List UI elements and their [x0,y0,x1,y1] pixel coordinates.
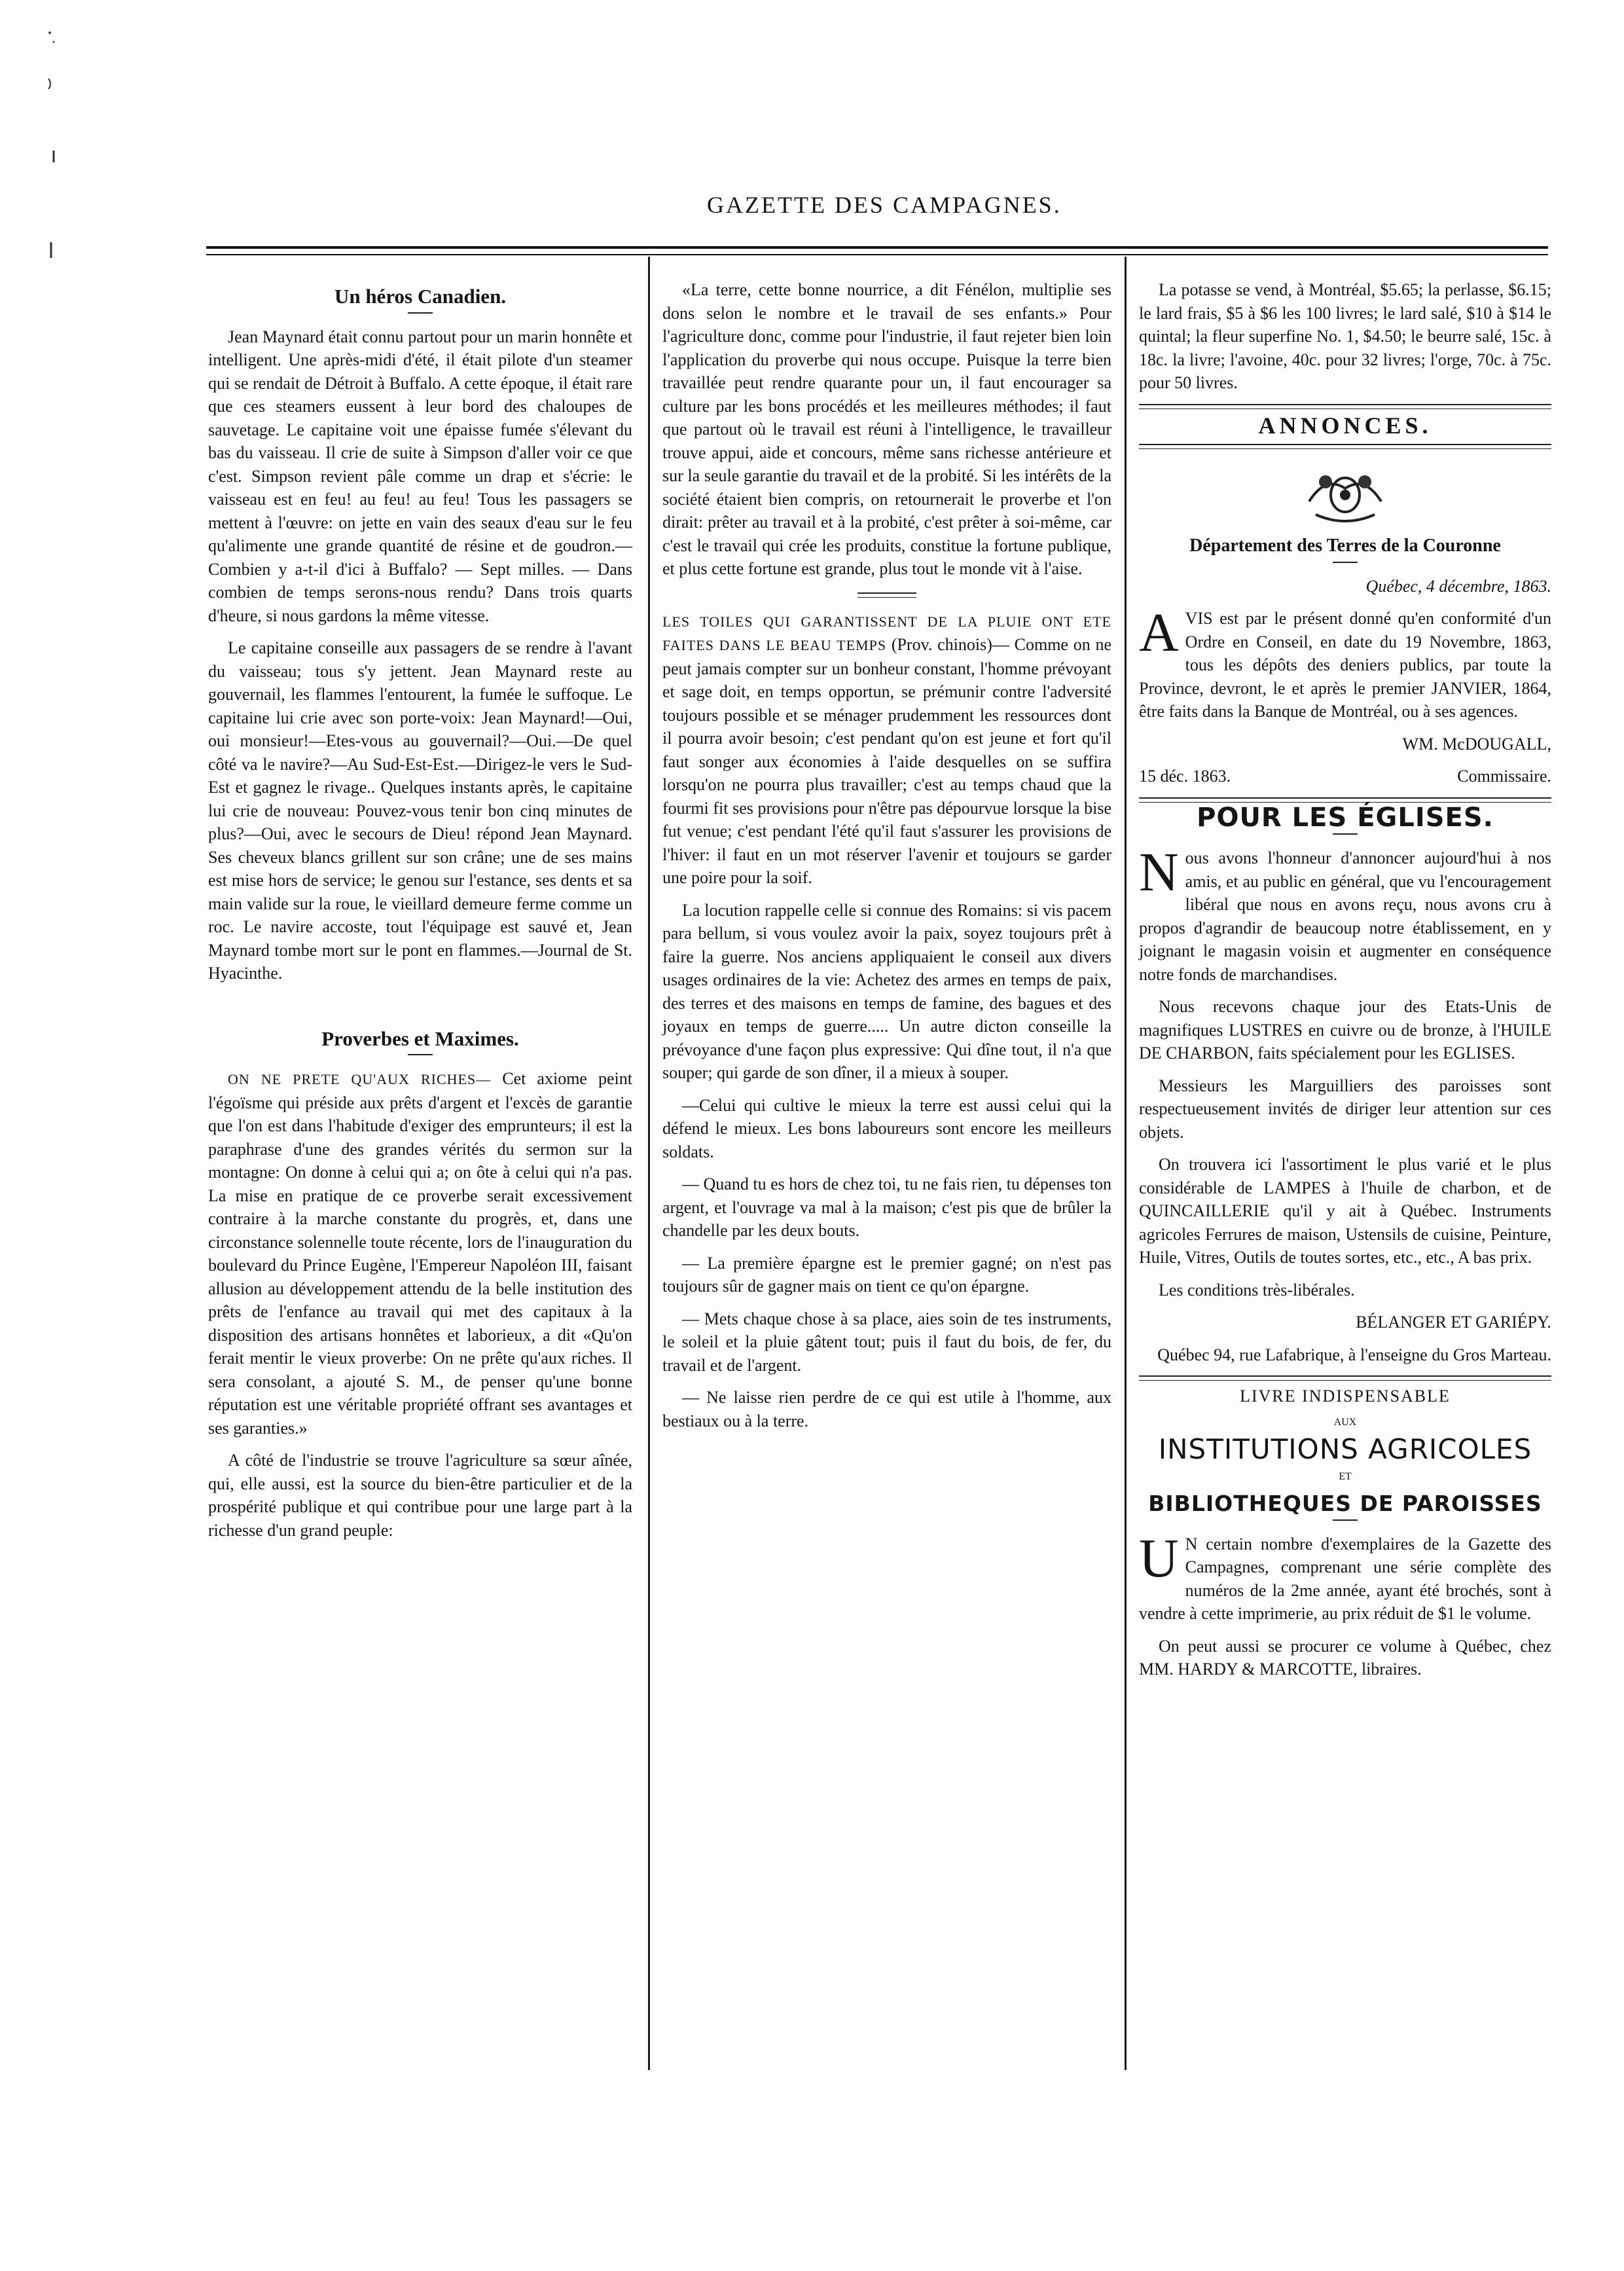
maxim-paragraph: —Celui qui cultive le mieux la terre est aussi celui qui la défend le mieux. Les bons laboureurs sont encore les meilleurs soldats. [662,1095,1111,1161]
dept-notice [1139,602,1551,723]
dept-sig-date: 15 déc. 1863. [1139,767,1231,786]
agriculture-paragraph: «La terre, cette bonne nourrice, a dit Fénélon, multiplie ses dons selon le nombre et le travail de ses enfants.» Pour l'agriculture donc, comme pour l'industrie, il faut rejeter bien loin l'application du proverbe qui nous occupe. Puisque la terre bien travaillée peut rendre quarante pour un, il faut encourager sa culture par les bons procédés et les meilleures méthodes; il faut que partout où le travail est réuni à l'intelligence, le travailleur trouve appui, aide et concours, même sans richesse antérieure et sur la seule garantie du travail et de la probité. Si les intérêts de la société étaient bien compris, on retournerait le proverbe et l'on dirait: prêter au travail et à la probité, c'est prêter à soi-même, car c'est le travail qui crée les produits, constitue la fortune publique, et plus cette fortune est grande, plus tout le monde vit à l'aise. [662,280,1111,578]
livre-paragraph [1139,1527,1551,1626]
section-rule [857,592,916,598]
maxim-paragraph: — Mets chaque chose à sa place, aies soin de tes instruments, le soleil et la pluie gâtent tout; puis il faut du bois, de fer, du travail et de l'argent. [662,1309,1111,1375]
newspaper-masthead: GAZETTE DES CAMPAGNES. [707,192,1062,218]
column-2 [662,278,1111,1442]
title-dash [1333,562,1358,563]
livre-aux: AUX [1333,1416,1357,1428]
section-rule [1139,404,1551,409]
story-title: Un héros Canadien. [334,285,507,308]
story-paragraph: Jean Maynard était connu partout pour un marin honnête et intelligent. Une après-midi d'été, il était pilote d'un steamer qui se rendait de Détroit à Buffalo. A cette époque, il était rare que ces steamers eussent à leur bord des chaloupes de sauvetage. Le capitaine voit une épaisse fumée s'élevant du bas du vaisseau. Il crie de suite à Simpson d'aller voir ce que c'est. Simpson revient pâle comme un drap et s'écrie: le vaisseau est en feu! au feu! au feu! Tous les passagers se mettent à l'œuvre: on jette en vain des seaux d'eau sur le feu qu'alimente une grande quantité de résine et de goudron.—Combien y a-t-il d'ici à Buffalo? — Sept milles. — Dans combien de temps serons-nous rendu? Dans trois quarts d'heure, si nous gardons la même vitesse. [208,327,632,625]
livre-bibliotheques: BIBLIOTHEQUES DE PAROISSES [1148,1491,1542,1516]
dept-dropcap: A [1139,602,1179,663]
eglises-text: ous avons l'honneur d'annoncer aujourd'hui à nos amis, et au public en général, que vu l'encouragement libéral que nous en avons reçu, nous avons cru à propos d'agrandir de beaucoup notre établissement, en y joignant le magasin voisin et augmenter en conséquence notre fonds de marchandises. [1139,848,1551,984]
maxim-paragraph: — La première épargne est le premier gagné; on n'est pas toujours sûr de gagner mais on tient ce qu'on épargne. [662,1253,1111,1296]
proverbs-lead: ON NE PRETE QU'AUX RICHES— [228,1071,492,1087]
dept-signer: WM. McDOUGALL, [1402,734,1551,754]
story-paragraph: Le capitaine conseille aux passagers de se rendre à l'avant du vaisseau; tous s'y jettent. Jean Maynard reste au gouvernail, les flammes l'entourent, la fumée le suffoque. Le capitaine lui crie avec son porte-voix: Jean Maynard!—Oui, oui monsieur!—Etes-vous au gouvernail?—Oui.—De quel côté va le navire?—Au Sud-Est-Est.—Dirigez-le vers le Sud-Est et gagnez le rivage.. Quelques instants après, le capitaine lui crie de nouveau: Pouvez-vous tenir bon cinq minutes de plus?—Oui, avec le secours de Dieu! répond Jean Maynard. Ses cheveux blancs grillent sur son crâne; une de ses mains est mise hors de service; le genou sur l'estance, ses dents et sa main valide sur la roue, le vieillard demeure ferme comme un roc. Le navire accoste, tout l'équipage est sauvé et, Jean Maynard tombe mort sur le pont en flammes.—Journal de St. Hyacinthe. [208,638,632,983]
livre-institutions: INSTITUTIONS AGRICOLES [1158,1433,1532,1465]
livre-et: ET [1339,1470,1352,1482]
proverbs-text: Cet axiome peint l'égoïsme qui préside aux prêts d'argent et l'excès de garantie que l'on est dans l'habitude d'exiger des emprunteurs; il est la paraphrase d'une des grandes vérités du sermon sur la montagne: On donne à celui qui a; on ôte à celui qui n'a pas. La mise en pratique de ce proverbe serait excessivement contraire à la marche constante du progrès, et, dans une circonstance solennelle toute récente, lors de l'inauguration du boulevard du Prince Eugène, l'Empereur Napoléon III, faisant allusion au développement attendu de la belle institution des prêts de l'enfance au travail qui met des capitaux à la disposition des artisans honnêtes et laborieux, a dit «Qu'on ferait mentir le vieux proverbe: On ne prête qu'aux riches. Il sera consolant, a ajouté S. M., de penser qu'une bonne réputation est une véritable propriété offrant ses avantages et ses garanties.» [208,1069,633,1438]
title-dash [1333,1519,1358,1521]
title-dash [1333,833,1358,835]
eglises-address: Québec 94, rue Lafabrique, à l'enseigne du Gros Marteau. [1157,1345,1551,1364]
eglises-paragraph [1139,842,1551,986]
eglises-paragraph: On trouvera ici l'assortiment le plus varié et le plus considérable de LAMPES à l'huile de charbon, et de QUINCAILLERIE qu'il y ait à Québec. Instruments agricoles Ferrures de maison, Ustensils de cuisine, Peinture, Huile, Vitres, Outils de toutes sortes, etc., etc., A bas prix. [1139,1155,1551,1267]
toiles-text: (Prov. chinois)— Comme on ne peut jamais compter sur un bonheur constant, l'homme prévoyant et sage doit, en temps opportun, se prémunir contre l'adversité toujours possible et se ménager prudemment les ressources dont il pourra avoir besoin; c'est pendant qu'on est jeune et fort qu'il faut songer aux économies à l'aide desquelles on se suffira lorsqu'on ne pourra plus travailler; c'est au temps chaud que la fourmi fit ses provisions pour n'être pas dépourvue lorsque la bise fut venue; c'est pendant l'été qu'il faut s'assurer les provisions de l'hiver: il faut en un mot réserver l'avenir et toujours se garder une poire pour la soif. [662,635,1111,887]
maxim-paragraph: — Ne laisse rien perdre de ce qui est utile à l'homme, aux bestiaux ou à la terre. [662,1388,1111,1430]
column-divider-2 [1125,257,1127,2070]
eglises-paragraph: Nous recevons chaque jour des Etats-Unis de magnifiques LUSTRES en cuivre ou de bronze, à l'HUILE DE CHARBON, faits spécialement pour les EGLISES. [1139,997,1551,1063]
eglises-heading: POUR LES ÉGLISES. [1197,802,1494,833]
dept-signature-row [1139,765,1551,788]
section-rule [1139,444,1551,449]
section-rule [1139,797,1551,803]
section-rule [1139,1375,1551,1381]
toiles-paragraph [662,609,1111,890]
dept-date: Québec, 4 décembre, 1863. [1365,576,1551,596]
column-1 [208,278,632,1551]
proverbs-title: Proverbes et Maximes. [321,1026,519,1050]
column-divider-1 [648,257,650,2070]
ornament-vignette-icon [1296,456,1394,528]
proverbs-paragraph [208,1067,632,1440]
maxim-paragraph: — Quand tu es hors de chez toi, tu ne fais rien, tu dépenses ton argent, et l'ouvrage va mal à la maison; c'est pis que de brûler la chandelle par les deux bouts. [662,1174,1111,1240]
eglises-signer: BÉLANGER ET GARIÉPY. [1356,1313,1551,1332]
margin-marks [45,26,64,262]
livre-text: N certain nombre d'exemplaires de la Gazette des Campagnes, comprenant une série complète des numéros de la 2me année, ayant été brochés, sont à vendre à cette imprimerie, au prix réduit de $1 le volume. [1139,1534,1551,1623]
livre-paragraph: On peut aussi se procurer ce volume à Québec, chez MM. HARDY & MARCOTTE, libraires. [1139,1636,1551,1679]
market-prices: La potasse se vend, à Montréal, $5.65; la perlasse, $6.15; le lard frais, $5 à $6 les 100 livres; le lard salé, $10 à $14 le quintal; la fleur superfine No. 1, $4.50; le beurre salé, 15c. à 18c. la livre; l'avoine, 40c. pour 32 livres; l'orge, 70c. à 75c. pour 50 livres. [1139,280,1551,392]
eglises-paragraph: Messieurs les Marguilliers des paroisses sont respectueusement invités de diriger leur attention sur ces objets. [1139,1076,1551,1142]
livre-line: LIVRE INDISPENSABLE [1240,1387,1451,1406]
annonces-heading: ANNONCES. [1258,412,1432,439]
dept-title: Département des Terres de la Couronne [1189,536,1501,556]
masthead-rule [206,246,1548,255]
eglises-paragraph: Les conditions très-libérales. [1159,1280,1355,1299]
proverbs-paragraph: A côté de l'industrie se trouve l'agriculture sa sœur aînée, qui, elle aussi, est la source du bien-être particulier et de la prospérité publique et qui contribue pour une large part à la richesse d'un grand peuple: [208,1451,632,1540]
title-dash [408,312,433,314]
title-dash [408,1054,433,1055]
eglises-dropcap: N [1139,842,1179,903]
toiles-lead: LES TOILES QUI GARANTISSENT DE LA PLUIE ONT ETE FAITES DANS LE BEAU TEMPS [662,613,1111,653]
locution-paragraph: La locution rappelle celle si connue des Romains: si vis pacem para bellum, si vous voulez avoir la paix, soyez toujours prêt à faire la guerre. Nos anciens appliquaient le conseil aux divers usages ordinaires de la vie: Achetez des armes en temps de paix, des terres et des maisons en temps de famine, des bagues et des joyaux en temps de guerre..... Un autre dicton conseille la prévoyance d'une façon plus expressive: Qui dîne tout, il n'a que souper; qui garde de son dîner, il a mieux à souper. [662,900,1111,1082]
dept-body: VIS est par le présent donné qu'en conformité d'un Ordre en Conseil, en date du 19 Novembre, 1863, tous les dépôts des deniers publics, par toute la Province, devront, le et après le premier JANVIER, 1864, être faits dans la Banque de Montréal, ou à ses agences. [1139,609,1551,721]
dept-sig-role: Commissaire. [1457,767,1551,786]
livre-dropcap: U [1139,1527,1179,1589]
column-3 [1139,278,1551,1690]
